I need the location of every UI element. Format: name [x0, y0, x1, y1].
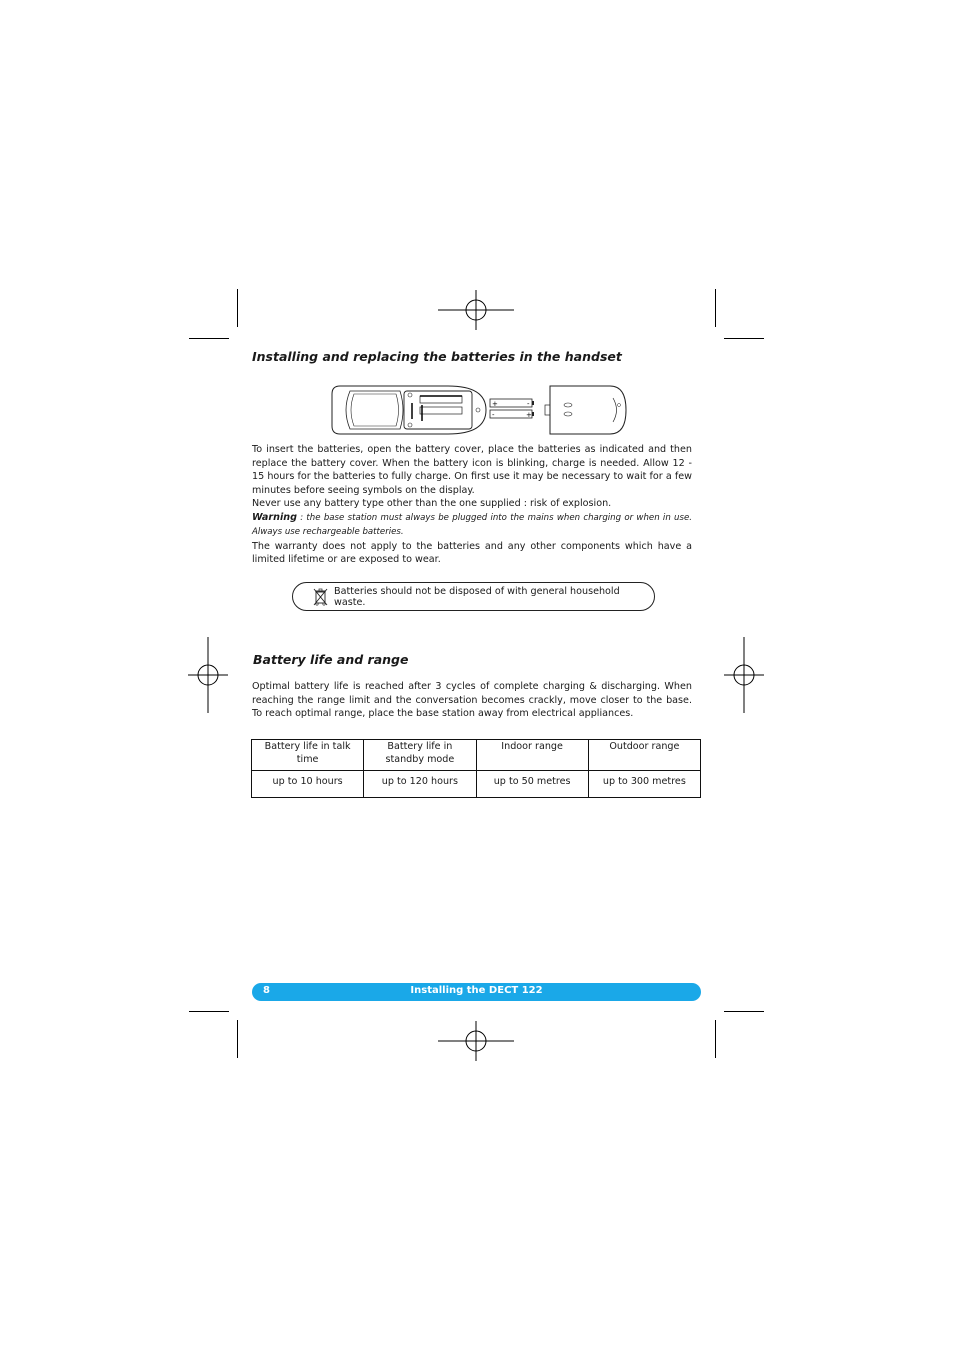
registration-mark-right — [706, 637, 782, 713]
disposal-notice-text: Batteries should not be disposed of with general household waste. — [334, 585, 620, 608]
crop-mark — [715, 1020, 716, 1058]
footer-title: Installing the DECT 122 — [410, 985, 543, 996]
crop-mark — [189, 338, 229, 339]
crossed-bin-icon — [313, 587, 328, 607]
page-footer — [252, 983, 701, 1001]
handset-battery-illustration — [330, 383, 628, 437]
table-cell-outdoor-range: up to 300 metres — [588, 771, 700, 798]
table-header-talk-time: Battery life in talk time — [252, 740, 364, 771]
warning-label: Warning — [252, 511, 297, 523]
crop-mark — [724, 338, 764, 339]
page-number: 8 — [263, 985, 270, 996]
crop-mark — [189, 1011, 229, 1012]
battery-life-paragraph: Optimal battery life is reached after 3 cycles of complete charging & discharging. When reaching the range limit and the conversation becomes crackly, move closer to the base. To reach optimal range, place the base station away from electrical appliances. — [252, 681, 692, 719]
battery-life-text — [252, 680, 692, 721]
crop-mark — [724, 1011, 764, 1012]
table-header-indoor-range: Indoor range — [476, 740, 588, 771]
registration-mark-bottom — [438, 1003, 514, 1079]
crop-mark — [237, 1020, 238, 1058]
table-header-standby: Battery life in standby mode — [364, 740, 476, 771]
registration-mark-left — [170, 637, 246, 713]
section-title-batteries: Installing and replacing the batteries in the handset — [252, 349, 622, 364]
batteries-paragraph-3: The warranty does not apply to the batteries and any other components which have a limited lifetime or are exposed to wear. — [252, 540, 692, 565]
svg-text:+: + — [492, 400, 498, 408]
battery-spec-table — [251, 739, 701, 798]
svg-text:-: - — [492, 411, 495, 419]
table-row — [252, 771, 701, 798]
batteries-paragraph-1: To insert the batteries, open the battery cover, place the batteries as indicated and then replace the battery cover. When the battery icon is blinking, charge is needed. Allow 12 - 15 hours for the batteries to fully charge. On first use it may be necessary to wait for a few minutes before seeing symbols on the display. — [252, 444, 692, 496]
crop-mark — [715, 289, 716, 327]
table-cell-talk-time: up to 10 hours — [252, 771, 364, 798]
warning-text: : the base station must always be plugged into the mains when charging or when in use. Always use rechargeable batteries. — [252, 512, 692, 537]
registration-mark-top — [438, 272, 514, 348]
crop-mark — [237, 289, 238, 327]
table-header-outdoor-range: Outdoor range — [588, 740, 700, 771]
table-cell-standby: up to 120 hours — [364, 771, 476, 798]
disposal-notice — [292, 582, 655, 611]
svg-text:+: + — [526, 411, 532, 419]
table-cell-indoor-range: up to 50 metres — [476, 771, 588, 798]
batteries-paragraph-2: Never use any battery type other than the one supplied : risk of explosion. — [252, 498, 612, 509]
section-title-battery-life: Battery life and range — [253, 652, 409, 667]
table-header-row — [252, 740, 701, 771]
batteries-instructions — [252, 443, 692, 567]
batteries-warning — [252, 511, 692, 540]
svg-text:-: - — [527, 400, 530, 408]
